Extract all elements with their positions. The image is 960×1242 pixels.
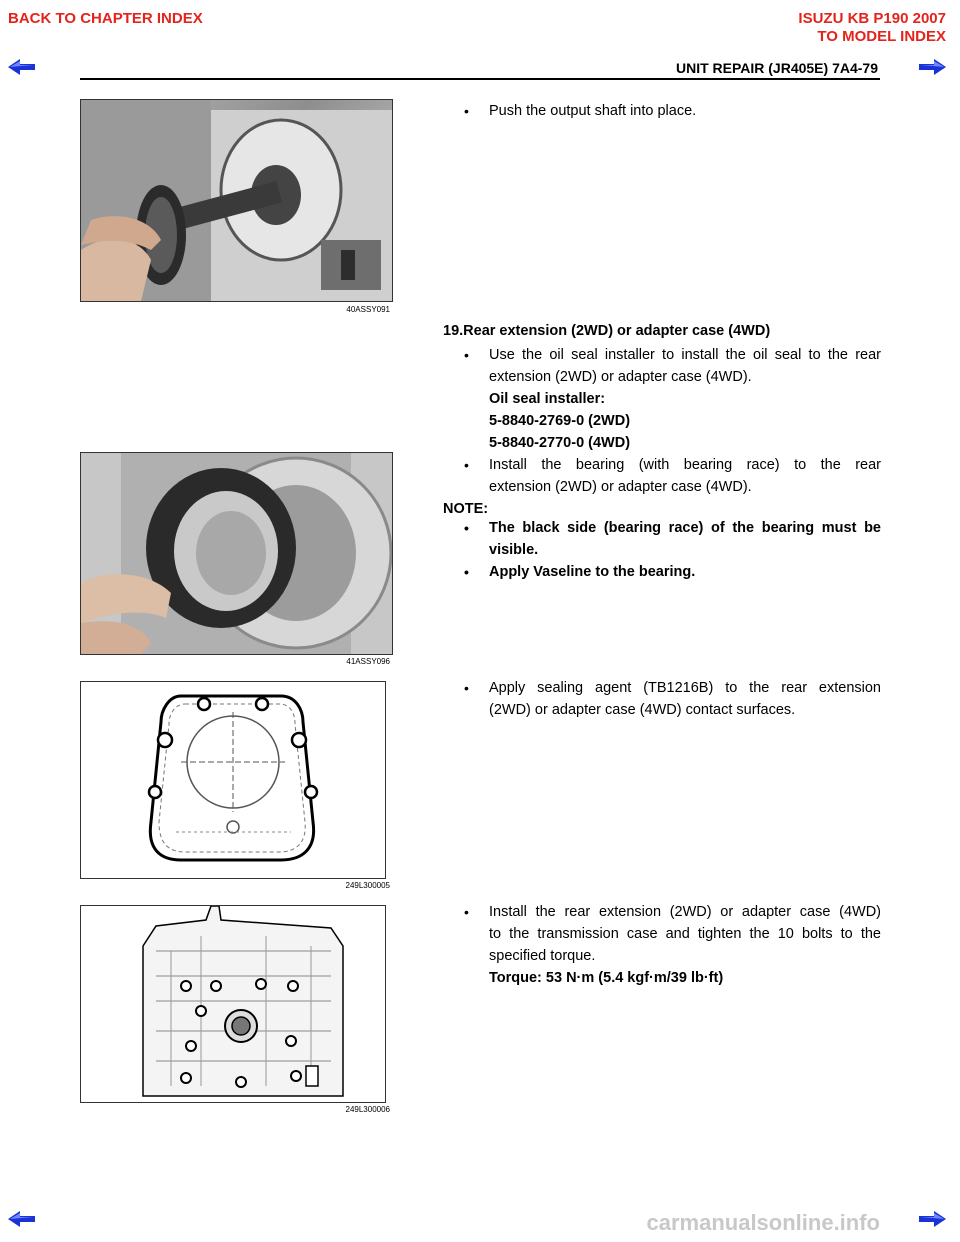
install-extension-line: to the transmission case and tighten the 10 bolts to the xyxy=(489,926,881,942)
oil-seal-installer-label: Oil seal installer: xyxy=(489,391,606,407)
next-page-arrow-icon[interactable] xyxy=(918,1210,946,1228)
step-output-shaft-text: Push the output shaft into place. xyxy=(489,103,697,119)
previous-page-arrow-icon[interactable] xyxy=(8,58,36,76)
bullet-icon: • xyxy=(464,103,469,119)
note-vaseline-text: Apply Vaseline to the bearing. xyxy=(489,564,696,580)
to-model-index-link[interactable]: TO MODEL INDEX xyxy=(817,28,946,45)
figure-sealing-diagram xyxy=(80,681,386,879)
figure-bolt-diagram xyxy=(80,905,386,1103)
header-rule xyxy=(80,78,880,80)
oil-seal-part-2wd: 5-8840-2769-0 (2WD) xyxy=(489,413,631,429)
oil-seal-part-4wd: 5-8840-2770-0 (4WD) xyxy=(489,435,631,451)
figure-caption: 40ASSY091 xyxy=(346,305,390,314)
bearing-instruction-line: extension (2WD) or adapter case (4WD). xyxy=(489,479,752,495)
bullet-icon: • xyxy=(464,564,469,580)
site-watermark: carmanualsonline.info xyxy=(646,1210,880,1235)
install-extension-line: Install the rear extension (2WD) or adapter case (4WD) xyxy=(489,904,881,920)
torque-spec: Torque: 53 N·m (5.4 kgf·m/39 lb·ft) xyxy=(489,970,724,986)
bullet-icon: • xyxy=(464,904,469,920)
bullet-icon: • xyxy=(464,680,469,696)
note-label: NOTE: xyxy=(443,501,489,517)
previous-page-arrow-icon[interactable] xyxy=(8,1210,36,1228)
figure-caption: 249L300006 xyxy=(345,1105,390,1114)
sealing-agent-line: Apply sealing agent (TB1216B) to the rear extension xyxy=(489,680,881,696)
step-19-heading: 19.Rear extension (2WD) or adapter case (4WD) xyxy=(443,323,771,339)
back-to-chapter-index-link[interactable]: BACK TO CHAPTER INDEX xyxy=(8,10,203,27)
next-page-arrow-icon[interactable] xyxy=(918,58,946,76)
figure-output-shaft-photo xyxy=(80,99,393,302)
bearing-instruction-line: Install the bearing (with bearing race) to the rear xyxy=(489,457,881,473)
oil-seal-instruction-line: extension (2WD) or adapter case (4WD). xyxy=(489,369,752,385)
page-header-title: UNIT REPAIR (JR405E) 7A4-79 xyxy=(675,60,878,76)
note-black-side-line: visible. xyxy=(489,542,539,558)
sealing-agent-line: (2WD) or adapter case (4WD) contact surfaces. xyxy=(489,702,796,718)
bullet-icon: • xyxy=(464,457,469,473)
figure-caption: 249L300005 xyxy=(345,881,390,890)
bullet-icon: • xyxy=(464,347,469,363)
figure-caption: 41ASSY096 xyxy=(346,657,390,666)
model-title-link[interactable]: ISUZU KB P190 2007 xyxy=(798,10,946,27)
figure-bearing-photo xyxy=(80,452,393,655)
note-black-side-line: The black side (bearing race) of the bearing must be xyxy=(489,520,881,536)
install-extension-line: specified torque. xyxy=(489,948,596,964)
oil-seal-instruction-line: Use the oil seal installer to install the oil seal to the rear xyxy=(489,347,881,363)
bullet-icon: • xyxy=(464,520,469,536)
